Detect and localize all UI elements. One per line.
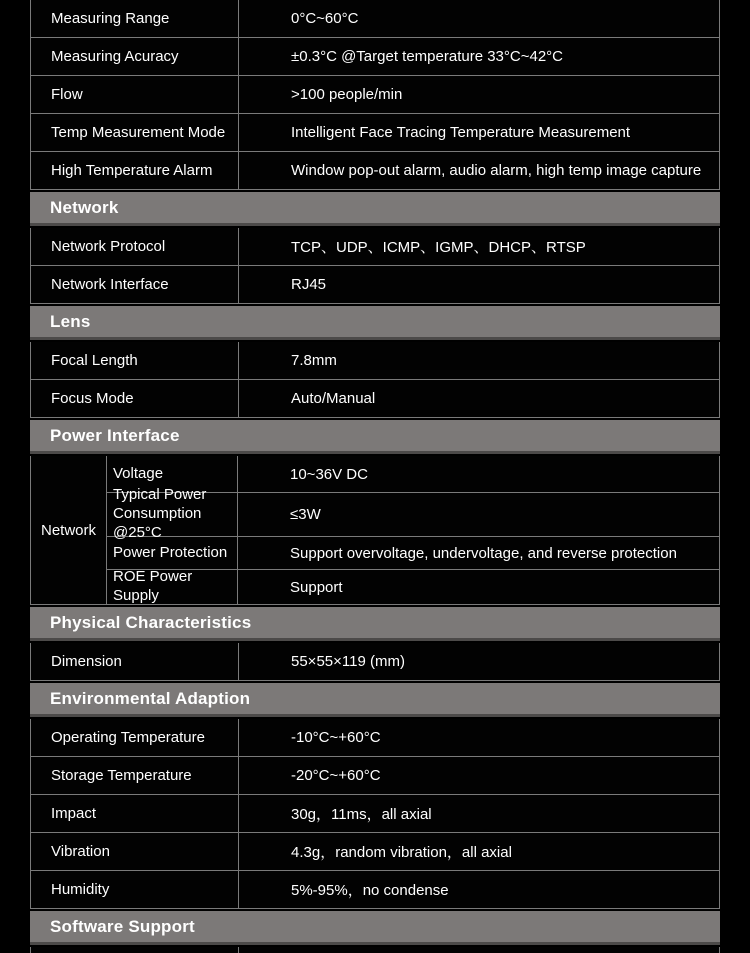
power-group-rows: [107, 456, 719, 604]
section-title: Network: [50, 197, 119, 217]
spec-value: [239, 266, 719, 303]
spec-row-partial: [30, 947, 720, 953]
spec-value-text: Intelligent Face Tracing Temperature Measurement: [291, 124, 631, 141]
spec-row-humidity: [30, 871, 720, 909]
section-header-network: [30, 192, 720, 226]
spec-value: [238, 456, 719, 492]
spec-label: [31, 643, 239, 680]
spec-value: [239, 228, 719, 265]
spec-label: [31, 114, 239, 151]
spec-label: [107, 570, 238, 604]
spec-value-text: 0°C~60°C: [291, 10, 359, 27]
spec-value: [239, 719, 719, 756]
spec-row-impact: [30, 795, 720, 833]
spec-value-text: 30g，11ms，all axial: [291, 806, 432, 823]
spec-label: [107, 537, 238, 569]
spec-value-text: Auto/Manual: [291, 390, 376, 407]
spec-value: [239, 380, 719, 417]
section-header-environmental-adaption: [30, 683, 720, 717]
spec-row-focal-length: [30, 342, 720, 380]
spec-value-text: 4.3g，random vibration，all axial: [291, 844, 512, 861]
spec-row-storage-temperature: [30, 757, 720, 795]
spec-row-dimension: [30, 643, 720, 681]
spec-value: [239, 152, 719, 189]
spec-label-text: Flow: [51, 86, 83, 103]
spec-label-text: Temp Measurement Mode: [51, 124, 226, 141]
power-group-category-text: Network: [40, 521, 96, 539]
section-title: Environmental Adaption: [50, 688, 251, 708]
spec-label: [31, 947, 239, 953]
spec-row-network-protocol: [30, 228, 720, 266]
spec-row-focus-mode: [30, 380, 720, 418]
power-interface-group: [30, 456, 720, 605]
spec-label: [31, 266, 239, 303]
spec-row-power-protection: [107, 537, 719, 570]
spec-label-text: Measuring Acuracy: [51, 48, 179, 65]
spec-row-high-temperature-alarm: [30, 152, 720, 190]
spec-label: [31, 38, 239, 75]
spec-value-text: ≤3W: [290, 506, 321, 523]
spec-label: [107, 486, 238, 541]
spec-label: [31, 228, 239, 265]
spec-label-text: Network Interface: [51, 276, 169, 293]
section-title: Power Interface: [50, 425, 180, 445]
spec-row-measuring-range: [30, 0, 720, 38]
spec-value-text: Window pop-out alarm, audio alarm, high temp image capture: [291, 162, 702, 179]
spec-label: [31, 76, 239, 113]
spec-label-text: Dimension: [51, 653, 122, 670]
spec-label-text: Focus Mode: [51, 390, 134, 407]
spec-label: [31, 871, 239, 908]
spec-value: [239, 38, 719, 75]
spec-table: [30, 0, 720, 953]
spec-label-text: Humidity: [51, 881, 110, 898]
spec-label: [31, 719, 239, 756]
spec-label: [31, 0, 239, 37]
spec-value-text: 7.8mm: [291, 352, 337, 369]
section-header-lens: [30, 306, 720, 340]
spec-label-text: Vibration: [51, 843, 110, 860]
spec-row-roe-power-supply: [107, 570, 719, 604]
section-title: Software Support: [50, 916, 195, 936]
spec-value: [239, 795, 719, 832]
spec-label-text: Voltage: [113, 464, 164, 482]
spec-value: [238, 537, 719, 569]
section-header-power-interface: [30, 420, 720, 454]
spec-value: [239, 342, 719, 379]
spec-value-text: ±0.3°C @Target temperature 33°C~42°C: [291, 48, 563, 65]
spec-value-text: -20°C~+60°C: [291, 767, 381, 784]
spec-row-temp-measurement-mode: [30, 114, 720, 152]
spec-label: [31, 152, 239, 189]
section-title: Physical Characteristics: [50, 612, 252, 632]
spec-value: [239, 757, 719, 794]
spec-value: [239, 833, 719, 870]
spec-row-flow: [30, 76, 720, 114]
spec-value-text: Support: [290, 578, 343, 596]
spec-row-measuring-acuracy: [30, 38, 720, 76]
spec-value: [239, 114, 719, 151]
spec-label: [31, 342, 239, 379]
spec-row-typical-power-consumption: [107, 486, 719, 541]
section-header-physical-characteristics: [30, 607, 720, 641]
spec-value-text: 55×55×119 (mm): [291, 653, 405, 670]
spec-value: [239, 947, 719, 953]
spec-label-text: Storage Temperature: [51, 767, 192, 784]
spec-label: [31, 380, 239, 417]
spec-value-text: -10°C~+60°C: [291, 729, 381, 746]
spec-label: [31, 757, 239, 794]
spec-value: [239, 871, 719, 908]
spec-value: [239, 643, 719, 680]
power-group-category-cell: [31, 456, 107, 604]
spec-value: [238, 493, 719, 536]
spec-value: [239, 0, 719, 37]
spec-value-text: 5%-95%，no condense: [291, 882, 449, 899]
spec-label-text: High Temperature Alarm: [51, 162, 213, 179]
spec-label-text: Focal Length: [51, 352, 138, 369]
spec-value: [239, 76, 719, 113]
spec-value-text: RJ45: [291, 276, 327, 293]
spec-label-text: Measuring Range: [51, 10, 170, 27]
spec-label: [31, 833, 239, 870]
spec-value-text: Support overvoltage, undervoltage, and reverse protection: [290, 544, 677, 562]
spec-label-text: Impact: [51, 805, 97, 822]
spec-label-text: Typical Power Consumption @25°C: [113, 486, 207, 541]
spec-label-text: Operating Temperature: [51, 729, 205, 746]
section-title: Lens: [50, 311, 91, 331]
spec-label-text: Network Protocol: [51, 238, 166, 255]
spec-value-text: 10~36V DC: [290, 465, 368, 483]
section-header-software-support: [30, 911, 720, 945]
spec-row-network-interface: [30, 266, 720, 304]
spec-value: [238, 570, 719, 604]
spec-value-text: TCP、UDP、ICMP、IGMP、DHCP、RTSP: [291, 239, 586, 256]
spec-label: [31, 795, 239, 832]
spec-label-text: ROE Power Supply: [113, 568, 193, 604]
spec-row-vibration: [30, 833, 720, 871]
spec-label-text: Power Protection: [113, 543, 228, 561]
spec-value-text: >100 people/min: [291, 86, 403, 103]
spec-row-operating-temperature: [30, 719, 720, 757]
